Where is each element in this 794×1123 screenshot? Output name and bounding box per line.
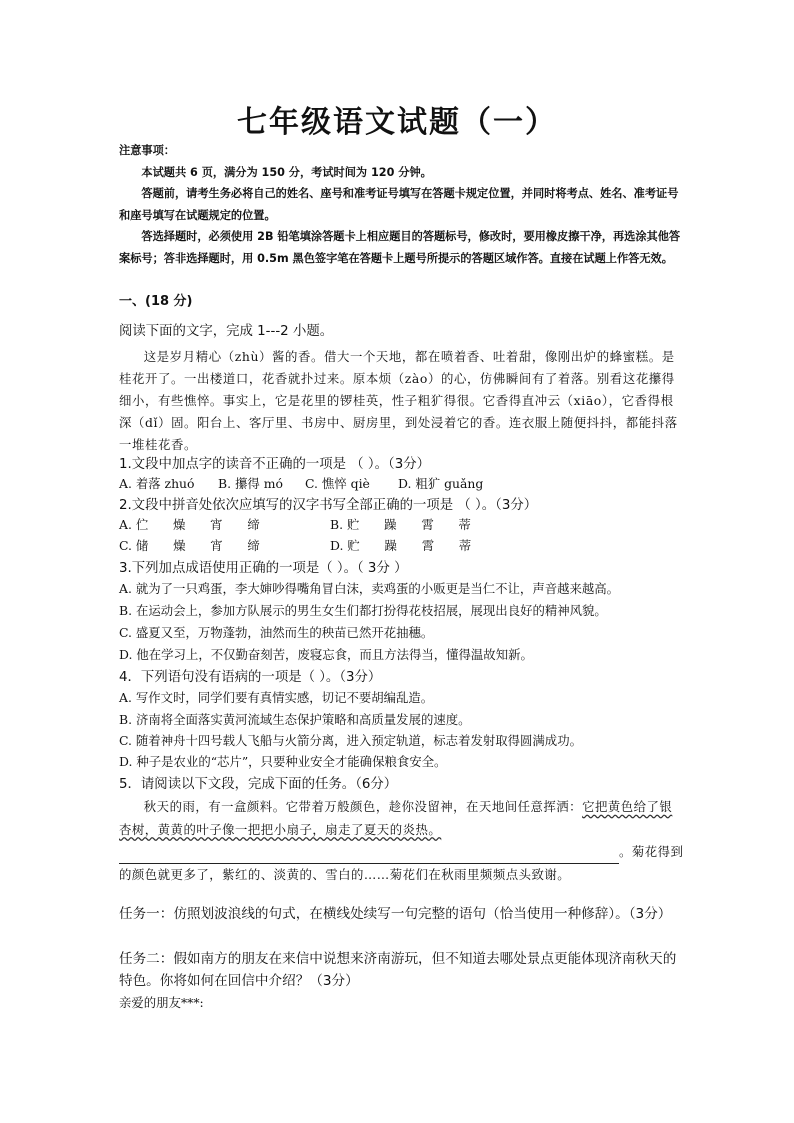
question-3-option-d: D. 他在学习上，不仅勤奋刻苦，废寝忘食，而且方法得当，懂得温故知新。 — [119, 647, 533, 662]
question-1-option-d: D. 粗犷 guǎng — [398, 476, 484, 491]
question-2-option-d: D. 贮 躁 霄 蒂 — [330, 538, 472, 553]
passage-start: 秋天的雨，有一盒颜料。它带着万般颜色，趁你没留神，在天地间任意挥洒： — [143, 799, 583, 814]
passage-end: 菊花得到的颜色就更多了，紫红的、淡黄的、雪白的……菊花们在秋雨里频频点头致谢。 — [119, 844, 684, 882]
question-4-option-a: A. 写作文时，同学们要有真情实感，切记不要胡编乱造。 — [119, 690, 434, 705]
instruction-item: 答选择题时，必须使用 2B 铅笔填涂答题卡上相应题目的答题标号，修改时，要用橡皮擦干净，再选涂其他答案标号；答非选择题时，用 0.5m 黑色签字笔在答题卡上题号所提示的答题区域作答。直接在试题上作答无效。 — [119, 230, 681, 265]
question-3-option-b: B. 在运动会上，参加方队展示的男生女生们都打扮得花枝招展，展现出良好的精神风貌。 — [119, 603, 607, 618]
page-title: 七年级语文试题（一） — [237, 105, 557, 140]
task-2: 任务二：假如南方的朋友在来信中说想来济南游玩，但不知道去哪处景点更能体现济南秋天的特色。你将如何在回信中介绍？（3分） — [119, 951, 677, 989]
question-2-option-a: A. 伫 燥 宵 缔 — [119, 517, 260, 532]
instruction-item: 本试题共 6 页，满分为 150 分，考试时间为 120 分钟。 — [141, 165, 432, 179]
instruction-item: 答题前，请考生务必将自己的姓名、座号和准考证号填写在答题卡规定位置，并同时将考点、姓名、准考证号和座号填写在试题规定的位置。 — [119, 187, 679, 222]
question-1-option-c: C. 憔悴 qiè — [305, 476, 370, 491]
question-1-option-a: A. 着落 zhuó — [119, 476, 195, 491]
exam-instructions — [119, 140, 684, 269]
question-3-stem: 3.下列加点成语使用正确的一项是（ ）。（ 3分 ） — [119, 561, 408, 576]
question-5-stem: 5．请阅读以下文段，完成下面的任务。（6分） — [119, 777, 398, 792]
question-2-option-c: C. 储 燥 宵 缔 — [119, 538, 260, 553]
wavy-underlined-sentence: 它把黄色给了银杏树，黄黄的叶子像一把把小扇子，扇走了夏天的炎热。 — [119, 799, 673, 837]
question-4-stem: 4．下列语句没有语病的一项是（ ）。（3分） — [119, 670, 382, 685]
section-heading: 一、(18 分) — [119, 294, 193, 309]
question-2-option-b: B. 贮 躁 霄 蒂 — [330, 517, 471, 532]
question-1-stem: 1.文段中加点字的读音不正确的一项是 （ ）。（3分） — [119, 457, 431, 472]
task-1: 任务一：仿照划波浪线的句式，在横线处续写一句完整的语句（恰当使用一种修辞）。（3分） — [119, 906, 672, 922]
question-4-option-c: C. 随着神舟十四号载人飞船与火箭分离，进入预定轨道，标志着发射取得圆满成功。 — [119, 733, 582, 748]
question-3-option-c: C. 盛夏又至，万物蓬勃，油然而生的秧苗已然开花抽穗。 — [119, 625, 434, 640]
instructions-heading: 注意事项： — [119, 144, 175, 157]
question-3-option-a: A. 就为了一只鸡蛋，李大婶吵得嘴角冒白沫，卖鸡蛋的小贩更是当仁不让，声音越来越高。 — [119, 581, 620, 596]
question-5-passage: 秋天的雨，有一盒颜料。它带着万般颜色，趁你没留神，在天地间任意挥洒：它把黄色给了银杏树，黄黄的叶子像一把把小扇子，扇走了夏天的炎热。。菊花得到的颜色就更多了，紫红的、淡黄的、雪白的……菊花们在秋雨里频频点头致谢。 — [119, 799, 684, 882]
question-4-option-b: B. 济南将全面落实黄河流域生态保护策略和高质量发展的速度。 — [119, 712, 471, 727]
reading-intro: 阅读下面的文字，完成 1---2 小题。 — [119, 324, 334, 339]
letter-greeting: 亲爱的朋友***: — [119, 995, 204, 1010]
question-1-option-b: B. 攥得 mó — [218, 476, 283, 491]
question-2-stem: 2.文段中拼音处依次应填写的汉字书写全部正确的一项是 （ ）。（3分） — [119, 498, 538, 513]
question-4-option-d: D. 种子是农业的“芯片”，只要种业安全才能确保粮食安全。 — [119, 754, 447, 769]
answer-blank-line[interactable] — [119, 851, 619, 864]
reading-passage: 这是岁月精心（zhù）酱的香。借大一个天地，都在喷着香、吐着甜，像刚出炉的蜂蜜糕。是桂花开了。一出楼道口，花香就扑过来。原本烦（zào）的心，仿佛瞬间有了着落。别看这花攥得细小，有些憔悴。事实上，它是花里的锣桂英，性子粗犷得很。它香得直冲云（xiāo），它香得根深（dǐ）固。阳台上、客厅里、书房中、厨房里，到处浸着它的香。连衣服上随便抖抖，都能抖落一堆桂花香。 — [119, 349, 678, 452]
